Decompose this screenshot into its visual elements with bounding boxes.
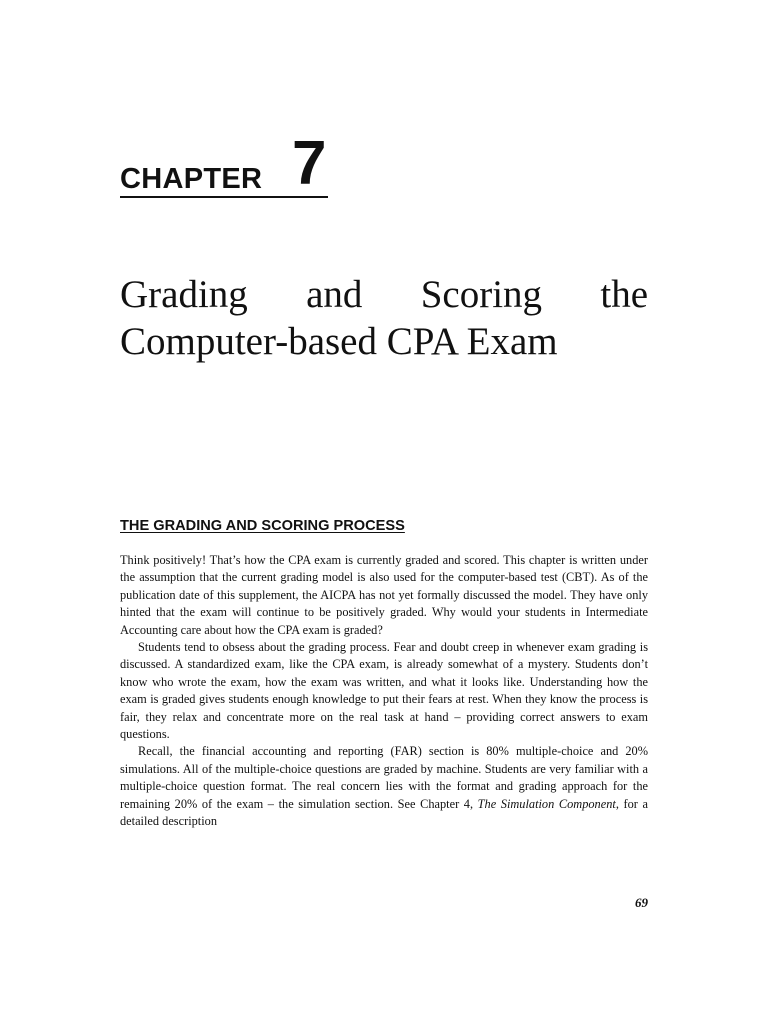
paragraph-3 [120,743,648,830]
paragraph-1: Think positively! That’s how the CPA exam is currently graded and scored. This chapter is written under the assumption that the current grading model is also used for the computer-based test (CBT). As of the publication date of this supplement, the AICPA has not yet formally discussed the model. They have only hinted that the exam will continue to be positively graded. Why would your students in Intermediate Accounting care about how the CPA exam is graded? [120,553,648,637]
page-number: 69 [635,895,648,910]
book-chapter-reference: The Simulation Component [477,796,616,811]
paragraph-3-text-end: , for a detailed description [120,796,648,829]
chapter-title [120,271,648,365]
body-text [120,552,648,831]
paragraph-2: Students tend to obsess about the grading process. Fear and doubt creep in whenever exam grading is discussed. A standardized exam, like the CPA exam, is already somewhat of a mystery. Students don’t know who wrote the exam, how the exam was written, and what it looks like. Understanding how the exam is graded gives students enough knowledge to put their fears at rest. When they know the process is fair, they relax and concentrate more on the real task at hand – providing correct answers to exam questions. [120,640,648,742]
chapter-label: CHAPTER [120,163,263,195]
chapter-heading [120,129,328,198]
chapter-title-line-1: Grading and Scoring the [120,273,648,316]
section-heading: THE GRADING AND SCORING PROCESS [120,518,405,534]
paragraph-3-text-start: Recall, the financial accounting and reporting (FAR) section is 80% multiple-choice and 20% simulations. All of the multiple-choice questions are graded by machine. Students are very familiar with a multiple-choice question format. The real concern lies with the format and grading approach for the remaining 20% of the exam – the simulation section. See Chapter 4, [120,744,648,811]
chapter-title-line-2: Computer-based CPA Exam [120,320,558,363]
chapter-number: 7 [292,129,327,198]
